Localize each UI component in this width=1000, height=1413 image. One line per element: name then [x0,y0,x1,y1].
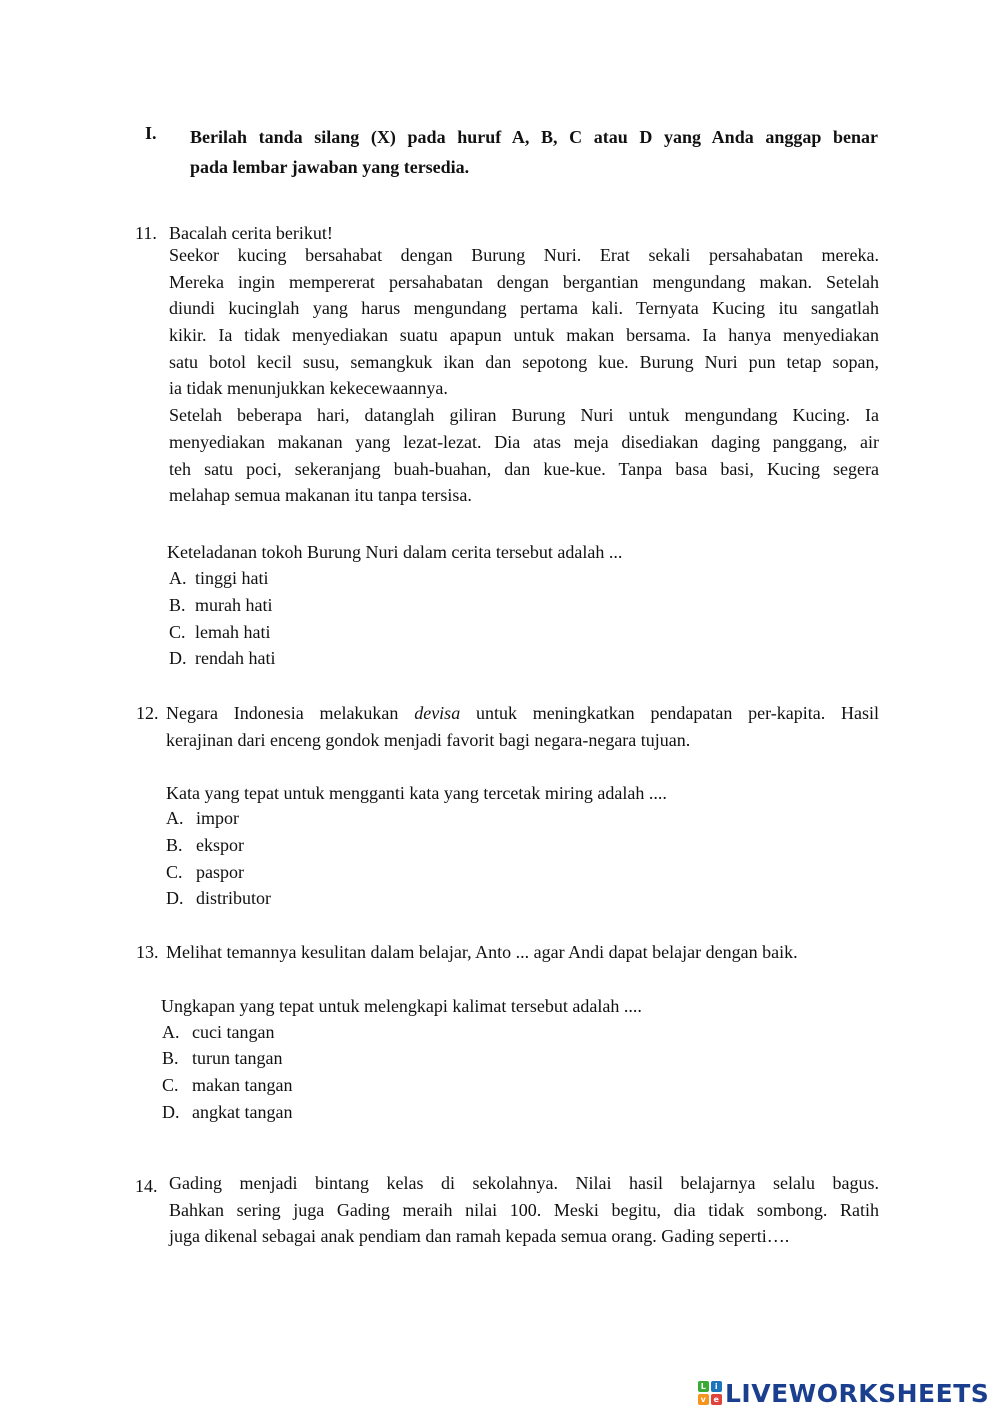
q11-option-a[interactable] [169,567,269,589]
instruction-text [190,122,878,182]
option-label: C. [162,1075,179,1095]
story-line: diundi kucinglah yang harus mengundang pertama kali. Ternyata Kucing itu sangatlah [169,298,879,319]
option-text: ekspor [196,835,244,855]
q12-option-d[interactable] [166,887,271,909]
q13-option-d[interactable] [162,1101,292,1123]
q11-option-b[interactable] [169,594,272,616]
option-label: C. [169,622,186,642]
q13-text: Melihat temannya kesulitan dalam belajar, Anto ... agar Andi dapat belajar dengan baik. [166,942,798,962]
q12-line2: kerajinan dari enceng gondok menjadi favorit bagi negara-negara tujuan. [166,729,691,750]
option-label: B. [162,1048,179,1068]
liveworksheets-logo [698,1378,989,1408]
logo-tile: i [711,1381,722,1392]
q11-story [169,245,879,512]
liveworksheets-icon [698,1381,722,1405]
q12-number: 12. [136,703,159,723]
option-text: distributor [196,888,271,908]
story-line: teh satu poci, sekeranjang buah-buahan, dan kue-kue. Tanpa basa basi, Kucing segera [169,458,879,479]
story-line: Seekor kucing bersahabat dengan Burung Nuri. Erat sekali persahabatan mereka. [169,245,879,265]
option-label: D. [166,888,184,908]
option-text: tinggi hati [195,568,269,588]
q12-question: Kata yang tepat untuk mengganti kata yang tercetak miring adalah .... [166,783,667,803]
option-label: D. [169,648,187,668]
option-text: makan tangan [192,1075,293,1095]
liveworksheets-wordmark: LIVEWORKSHEETS [725,1378,990,1408]
q13-option-c[interactable] [162,1074,292,1096]
option-text: angkat tangan [192,1102,293,1122]
q14-line: Bahkan sering juga Gading meraih nilai 100. Meski begitu, dia tidak sombong. Ratih [169,1199,879,1220]
q12-line1 [166,700,879,727]
q12-line1-after: untuk meningkatkan pendapatan per-kapita. Hasil [475,703,880,723]
option-label: C. [166,862,183,882]
option-label: B. [169,595,186,615]
q14-line: Gading menjadi bintang kelas di sekolahnya. Nilai hasil belajarnya selalu bagus. [169,1173,879,1193]
instruction-line: pada lembar jawaban yang tersedia. [190,157,470,177]
q13-option-b[interactable] [162,1047,282,1069]
q12-italic-word: devisa [414,703,461,723]
option-text: lemah hati [195,622,271,642]
q11-number: 11. [135,223,157,243]
q11-question: Keteladanan tokoh Burung Nuri dalam cerita tersebut adalah ... [167,542,623,562]
q12-option-a[interactable] [166,807,239,829]
q12-text [166,700,879,753]
option-label: A. [166,808,184,828]
story-line: satu botol kecil susu, semangkuk ikan dan sepotong kue. Burung Nuri pun tetap sopan, [169,351,879,372]
q13-number: 13. [136,942,159,962]
story-line: melahap semua makanan itu tanpa tersisa. [169,485,472,506]
option-text: cuci tangan [192,1022,275,1042]
q12-line1-before: Negara Indonesia melakukan [166,703,399,723]
story-line: kikir. Ia tidak menyediakan suatu apapun untuk makan bersama. Ia hanya menyediakan [169,325,879,346]
logo-tile: v [698,1394,709,1405]
q13-option-a[interactable] [162,1021,274,1043]
q11-option-c[interactable] [169,621,270,643]
q12-option-c[interactable] [166,861,244,883]
option-text: impor [196,808,239,828]
instruction-number: I. [145,123,157,143]
q14-text [169,1173,879,1253]
option-label: A. [162,1022,180,1042]
option-text: murah hati [195,595,273,615]
story-line: Setelah beberapa hari, datanglah giliran Burung Nuri untuk mengundang Kucing. Ia [169,405,879,426]
story-line: Mereka ingin mempererat persahabatan dengan bergantian mengundang makan. Setelah [169,271,879,292]
option-text: paspor [196,862,244,882]
option-text: turun tangan [192,1048,283,1068]
instruction-line: Berilah tanda silang (X) pada huruf A, B, C atau D yang Anda anggap benar [190,127,878,147]
option-label: B. [166,835,183,855]
q14-line: juga dikenal sebagai anak pendiam dan ramah kepada semua orang. Gading seperti…. [169,1226,790,1247]
q14-number: 14. [135,1176,158,1196]
story-line: menyediakan makanan yang lezat-lezat. Dia atas meja disediakan daging panggang, air [169,431,879,452]
story-line: ia tidak menunjukkan kekecewaannya. [169,378,448,399]
q11-intro: Bacalah cerita berikut! [169,223,333,243]
q13-question: Ungkapan yang tepat untuk melengkapi kalimat tersebut adalah .... [161,996,642,1016]
q11-option-d[interactable] [169,647,275,669]
q12-option-b[interactable] [166,834,244,856]
option-text: rendah hati [195,648,276,668]
option-label: A. [169,568,187,588]
logo-tile: L [698,1381,709,1392]
option-label: D. [162,1102,180,1122]
logo-tile: e [711,1394,722,1405]
